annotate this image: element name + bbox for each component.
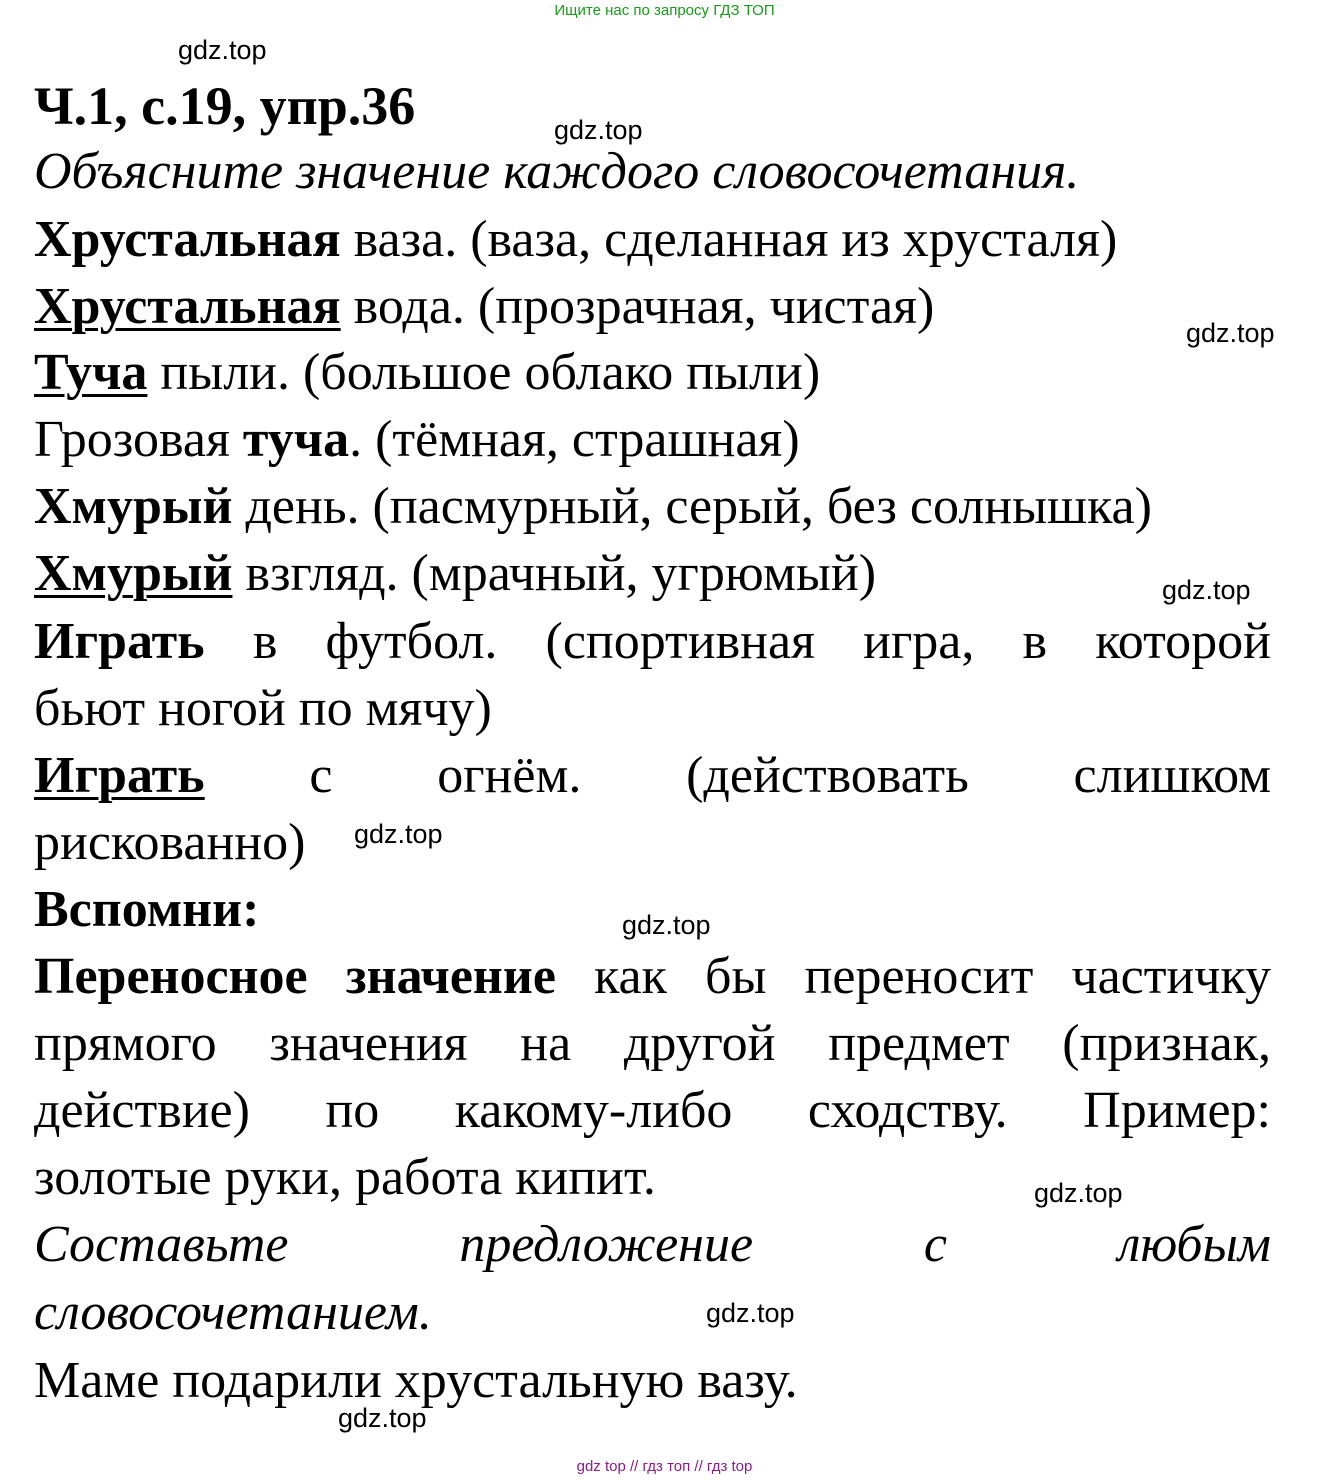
watermark: gdz.top bbox=[1034, 1178, 1123, 1208]
page-title: Ч.1, с.19, упр.36 bbox=[34, 76, 416, 136]
watermark: gdz.top bbox=[354, 819, 443, 849]
list-item bbox=[34, 210, 1271, 270]
term: Переносное значение bbox=[34, 948, 556, 1005]
footer: gdz top // гдз топ // гдз top bbox=[576, 1458, 753, 1475]
answer-sentence: Маме подарили хрустальную вазу. bbox=[34, 1352, 798, 1409]
definition-line: действие) по какому-либо сходству. Пример: bbox=[34, 1082, 1271, 1139]
explanation: пыли. (большое облако пыли) bbox=[147, 344, 821, 401]
definition-line: золотые руки, работа кипит. bbox=[34, 1149, 656, 1206]
explanation: . (тёмная, страшная) bbox=[349, 411, 800, 468]
top-banner: Ищите нас по запросу ГДЗ ТОП bbox=[554, 2, 775, 19]
list-item bbox=[34, 277, 1271, 337]
prefix: Грозовая bbox=[34, 411, 243, 468]
explanation: в футбол. (спортивная игра, в которой bbox=[204, 613, 1271, 670]
list-item bbox=[34, 746, 1271, 806]
task-instruction-2-cont: словосочетанием. bbox=[34, 1284, 432, 1341]
watermark: gdz.top bbox=[706, 1298, 795, 1328]
key-word: туча bbox=[242, 411, 350, 468]
key-word: Хмурый bbox=[34, 545, 233, 602]
key-word: Хрустальная bbox=[34, 211, 341, 268]
list-item bbox=[34, 544, 1271, 604]
watermark: gdz.top bbox=[178, 35, 267, 65]
list-item bbox=[34, 612, 1271, 672]
task-instruction-2: Составьте предложение с любым bbox=[34, 1216, 1271, 1273]
key-word: Туча bbox=[34, 344, 148, 401]
key-word: Хмурый bbox=[34, 478, 233, 535]
watermark: gdz.top bbox=[1162, 575, 1251, 605]
definition-line: Переносное значение как бы переносит частичку bbox=[34, 948, 1271, 1005]
list-item-continuation: бьют ногой по мячу) bbox=[34, 680, 492, 737]
list-item-continuation: рискованно) bbox=[34, 814, 306, 871]
key-word: Играть bbox=[34, 613, 205, 670]
remember-title: Вспомни: bbox=[34, 881, 260, 938]
list-item bbox=[34, 477, 1271, 537]
explanation: взгляд. (мрачный, угрюмый) bbox=[232, 545, 877, 602]
explanation: с огнём. (действовать слишком bbox=[204, 747, 1271, 804]
watermark: gdz.top bbox=[554, 115, 643, 145]
list-item bbox=[34, 343, 1271, 403]
task-instruction: Объясните значение каждого словосочетания. bbox=[34, 143, 1080, 200]
watermark: gdz.top bbox=[1186, 318, 1275, 348]
watermark: gdz.top bbox=[622, 910, 711, 940]
explanation: ваза. (ваза, сделанная из хрусталя) bbox=[340, 211, 1118, 268]
watermark: gdz.top bbox=[338, 1403, 427, 1433]
key-word: Играть bbox=[34, 747, 205, 804]
explanation: день. (пасмурный, серый, без солнышка) bbox=[232, 478, 1152, 535]
list-item bbox=[34, 410, 1271, 470]
explanation: вода. (прозрачная, чистая) bbox=[340, 278, 935, 335]
key-word: Хрустальная bbox=[34, 278, 341, 335]
definition-line: прямого значения на другой предмет (признак, bbox=[34, 1015, 1271, 1072]
